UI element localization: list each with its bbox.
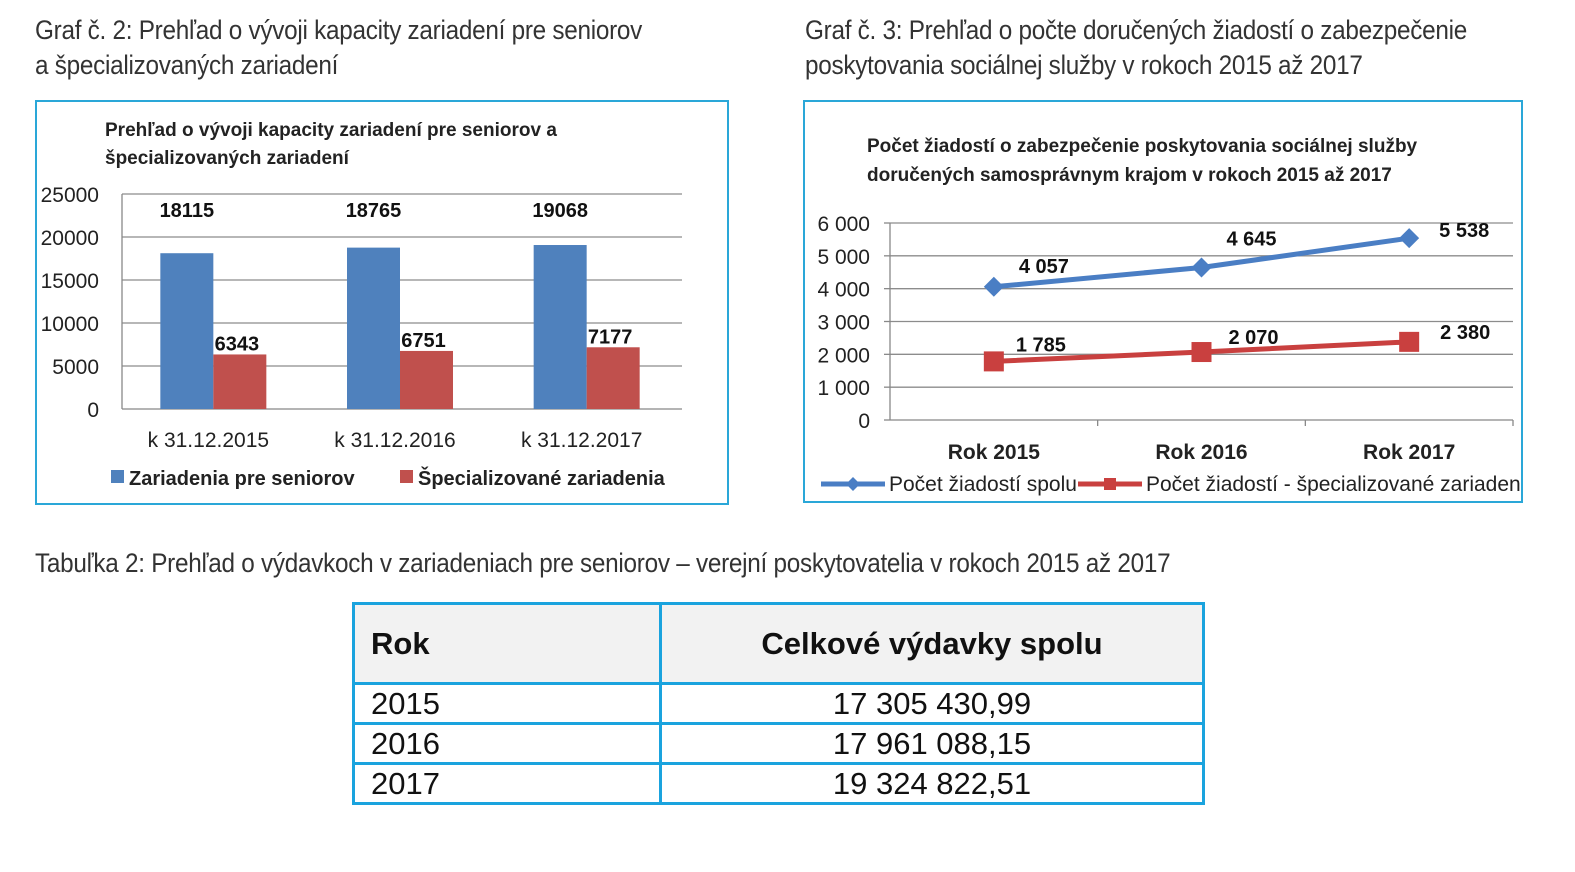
graf2-caption-line2: a špecializovaných zariadení bbox=[35, 50, 339, 80]
data-label: 4 645 bbox=[1226, 228, 1277, 251]
data-point-diamond bbox=[984, 277, 1004, 297]
table-row bbox=[354, 724, 1204, 764]
cell-amount: 17 961 088,15 bbox=[661, 724, 1204, 764]
bar-specialized bbox=[587, 347, 640, 409]
y-tick-label: 6 000 bbox=[817, 213, 870, 236]
data-label: 18115 bbox=[159, 200, 215, 223]
legend-swatch bbox=[111, 470, 124, 483]
data-label: 18765 bbox=[345, 200, 402, 223]
x-tick-label: k 31.12.2016 bbox=[334, 429, 456, 452]
y-tick-label: 25000 bbox=[40, 184, 99, 207]
tabulka2-caption: Tabuľka 2: Prehľad o výdavkoch v zariadeniach pre seniorov – verejní poskytovatelia v rokoch 2015 až 2017 bbox=[35, 548, 1171, 578]
bar-chart bbox=[37, 102, 727, 503]
data-label: 5 538 bbox=[1439, 220, 1490, 243]
chart-title-line: Prehľad o vývoji kapacity zariadení pre seniorov a bbox=[105, 120, 557, 141]
cell-amount: 19 324 822,51 bbox=[661, 764, 1204, 804]
data-point-square bbox=[984, 351, 1004, 371]
y-tick-label: 0 bbox=[858, 410, 870, 433]
cell-year: 2015 bbox=[354, 684, 661, 724]
cell-year: 2017 bbox=[354, 764, 661, 804]
data-label: 6343 bbox=[214, 333, 260, 356]
legend-label: Počet žiadostí spolu bbox=[889, 473, 1077, 496]
table-row bbox=[354, 684, 1204, 724]
data-point-square bbox=[1192, 342, 1212, 362]
data-label: 2 070 bbox=[1228, 327, 1279, 350]
y-tick-label: 4 000 bbox=[817, 278, 870, 302]
line-chart-frame bbox=[803, 100, 1523, 503]
chart-title-line: doručených samosprávnym krajom v rokoch 2015 až 2017 bbox=[867, 165, 1392, 186]
data-point-diamond bbox=[1192, 257, 1212, 277]
legend-marker bbox=[1104, 478, 1116, 490]
table-header-row bbox=[354, 604, 1204, 684]
line-chart bbox=[805, 102, 1521, 501]
y-tick-label: 1 000 bbox=[817, 377, 870, 401]
legend-label: Špecializované zariadenia bbox=[418, 468, 665, 490]
header-rok: Rok bbox=[354, 604, 661, 684]
table-row bbox=[354, 764, 1204, 804]
graf2-caption bbox=[35, 13, 642, 83]
x-tick-label: Rok 2015 bbox=[947, 441, 1040, 464]
data-point-square bbox=[1399, 332, 1419, 352]
legend-swatch bbox=[400, 470, 413, 483]
bar-specialized bbox=[213, 354, 266, 409]
bar-specialized bbox=[400, 351, 453, 409]
y-tick-label: 20000 bbox=[40, 227, 99, 250]
bar-seniors bbox=[534, 245, 587, 409]
y-tick-label: 15000 bbox=[40, 270, 99, 293]
x-tick-label: Rok 2017 bbox=[1363, 441, 1456, 464]
data-label: 1 785 bbox=[1015, 334, 1066, 357]
header-celkove-vydavky: Celkové výdavky spolu bbox=[661, 604, 1204, 684]
expenses-table bbox=[352, 602, 1205, 805]
y-tick-label: 5000 bbox=[52, 356, 99, 379]
legend-marker bbox=[846, 477, 860, 491]
cell-amount: 17 305 430,99 bbox=[661, 684, 1204, 724]
x-tick-label: Rok 2016 bbox=[1155, 441, 1248, 464]
legend-label: Počet žiadostí - špecializované zariadenia bbox=[1146, 473, 1521, 496]
x-tick-label: k 31.12.2017 bbox=[520, 429, 643, 452]
chart-title-line: Počet žiadostí o zabezpečenie poskytovania sociálnej služby bbox=[867, 136, 1418, 157]
y-tick-label: 3 000 bbox=[817, 311, 870, 335]
chart-title-line: špecializovaných zariadení bbox=[105, 148, 349, 169]
legend-label: Zariadenia pre seniorov bbox=[129, 468, 355, 490]
y-tick-label: 2 000 bbox=[817, 344, 870, 368]
graf3-caption bbox=[805, 13, 1467, 83]
data-label: 19068 bbox=[532, 200, 588, 223]
bar-chart-frame bbox=[35, 100, 729, 505]
y-tick-label: 10000 bbox=[40, 313, 99, 336]
graf2-caption-line1: Graf č. 2: Prehľad o vývoji kapacity zariadení pre seniorov bbox=[35, 15, 643, 45]
data-point-diamond bbox=[1399, 228, 1419, 248]
x-tick-label: k 31.12.2015 bbox=[147, 429, 270, 452]
bar-seniors bbox=[347, 248, 400, 409]
graf3-caption-line1: Graf č. 3: Prehľad o počte doručených žiadostí o zabezpečenie bbox=[805, 15, 1467, 45]
data-label: 2 380 bbox=[1440, 321, 1491, 344]
data-label: 7177 bbox=[587, 326, 633, 349]
data-label: 6751 bbox=[401, 329, 446, 352]
cell-year: 2016 bbox=[354, 724, 661, 764]
graf3-caption-line2: poskytovania sociálnej služby v rokoch 2015 až 2017 bbox=[805, 50, 1363, 80]
y-tick-label: 5 000 bbox=[817, 245, 870, 269]
data-label: 4 057 bbox=[1018, 255, 1069, 278]
bar-seniors bbox=[160, 253, 213, 409]
y-tick-label: 0 bbox=[87, 399, 99, 422]
